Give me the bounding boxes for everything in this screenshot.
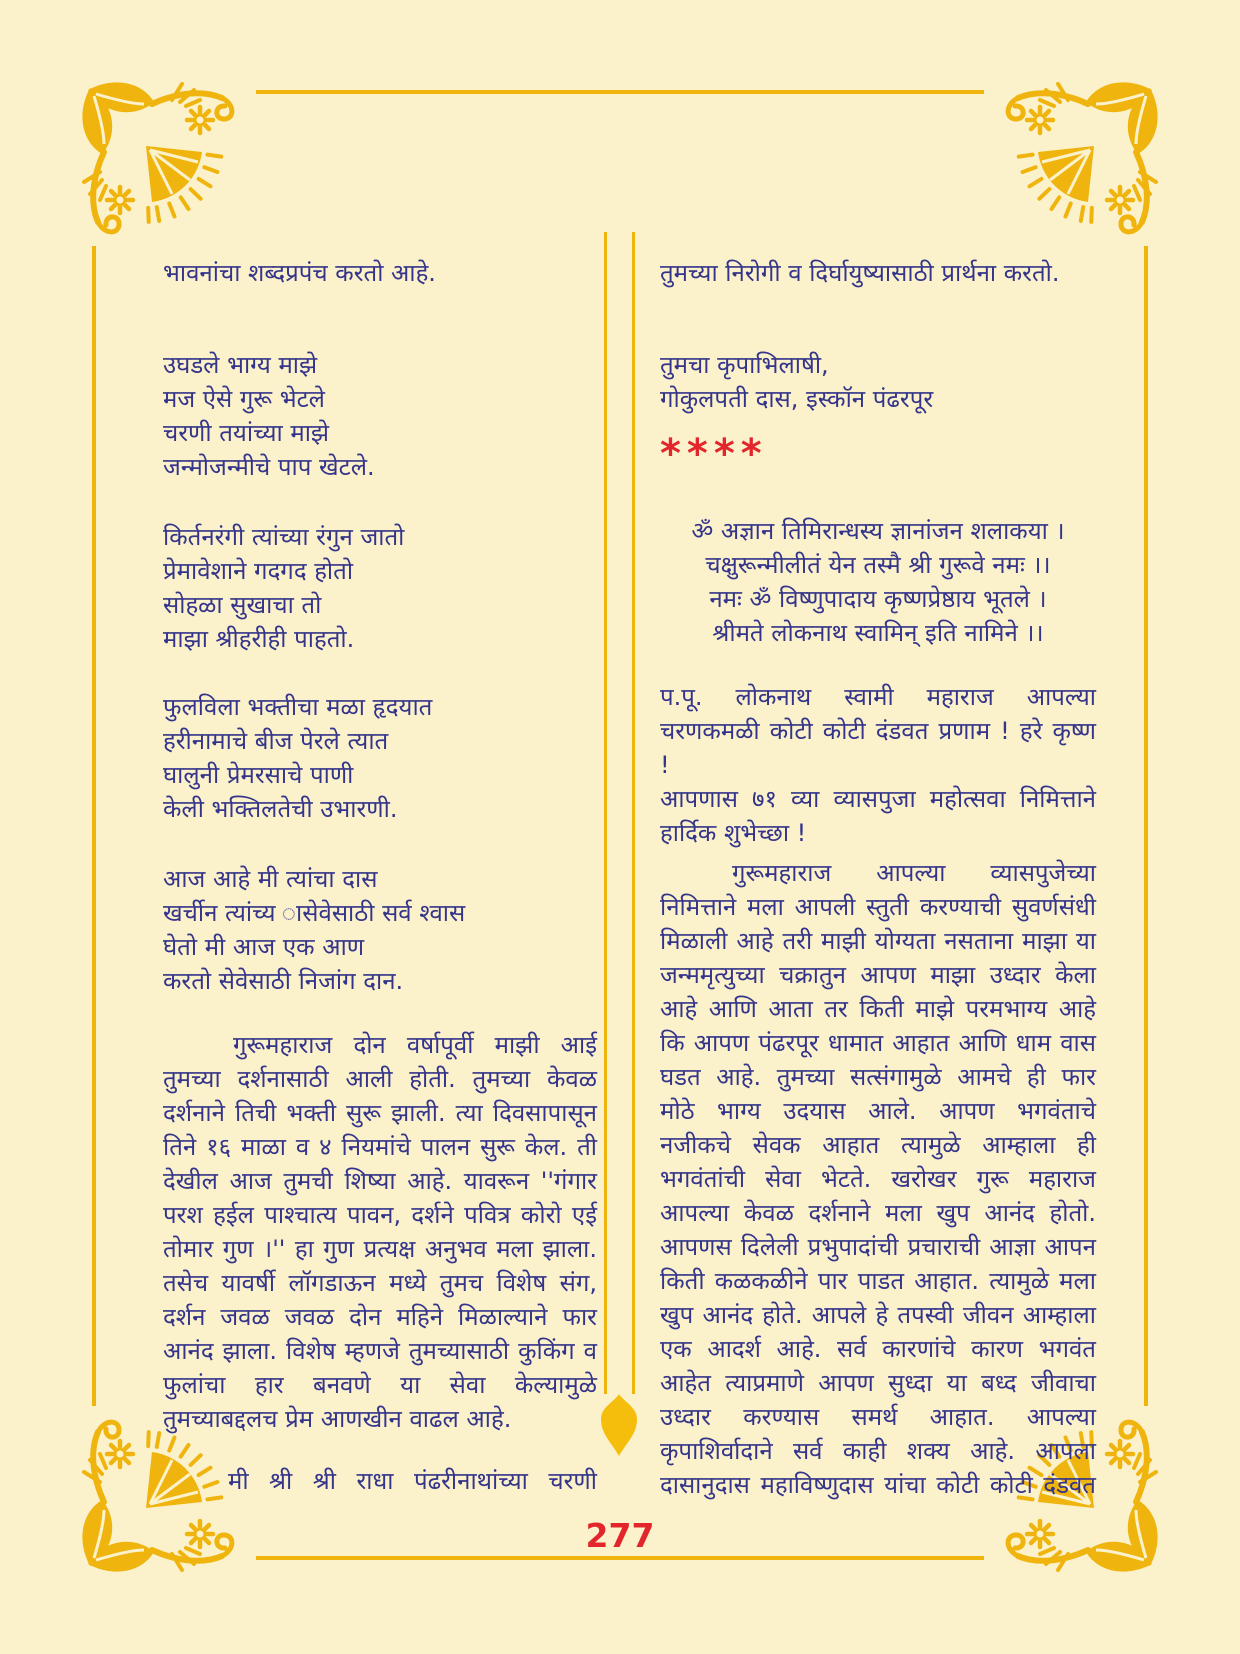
text-line: देखील आज तुमची शिष्या आहे. यावरून ''गंगार xyxy=(163,1167,597,1195)
text-line: दर्शनाने तिची भक्ती सुरू झाली. त्या दिवसापासून xyxy=(163,1099,597,1127)
letter-paragraph xyxy=(660,856,1096,1502)
text-line: आपल्या केवळ दर्शनाने मला खुप आनंद होतो. xyxy=(660,1199,1096,1227)
text-line: तसेच यावर्षी लॉगडाऊन मध्ये तुमच विशेष संग, xyxy=(163,1269,597,1297)
text-line: किती कळकळीने पार पाडत आहात. त्यामुळे मला xyxy=(660,1267,1096,1295)
right-text-column xyxy=(660,256,1096,1502)
salutation-paragraph xyxy=(660,680,1096,850)
text-line: प.पू. लोकनाथ स्वामी महाराज आपल्या xyxy=(660,683,1096,711)
text-line: आपणस दिलेली प्रभुपादांची प्रचाराची आज्ञा आपन xyxy=(660,1233,1096,1261)
signature-block xyxy=(660,348,1096,416)
text-line: कृपाशिर्वादाने सर्व काही शक्य आहे. आपला xyxy=(660,1437,1096,1465)
text-line: जन्ममृत्युच्या चक्रातुन आपण माझा उध्दार केला xyxy=(660,961,1096,989)
letter-paragraph xyxy=(163,1028,597,1436)
text-line: घेतो मी आज एक आण xyxy=(163,933,365,961)
text-line: तुमचा कृपाभिलाषी, xyxy=(660,351,829,379)
frame-border-left xyxy=(92,246,96,1406)
text-line: किर्तनरंगी त्यांच्या रंगुन जातो xyxy=(163,523,405,551)
frame-border-bottom xyxy=(256,1556,984,1560)
text-line: हार्दिक शुभेच्छा ! xyxy=(660,819,807,847)
drop-finial-icon xyxy=(597,1392,641,1458)
closing-line xyxy=(163,1464,597,1498)
text-line: मिळाली आहे तरी माझी योग्यता नसताना माझा या xyxy=(660,927,1096,955)
text-line: तुमच्याबद्दलच प्रेम आणखीन वाढल आहे. xyxy=(163,1405,512,1433)
frame-border-top xyxy=(256,90,984,94)
poem-stanza-1 xyxy=(163,348,597,484)
text-line: गुरूमहाराज दोन वर्षापूर्वी माझी आई xyxy=(233,1031,597,1059)
text-line: श्रीमते लोकनाथ स्वामिन् इति नामिने ।। xyxy=(712,619,1044,647)
text-line: माझा श्रीहरीही पाहतो. xyxy=(163,625,355,653)
text-line: फुलांचा हार बनवणे या सेवा केल्यामुळे xyxy=(163,1371,597,1399)
text-line: आहे आणि आता तर किती माझे परमभाग्य आहे xyxy=(660,995,1096,1023)
page-number: 277 xyxy=(585,1516,655,1555)
text-line: आनंद झाला. विशेष म्हणजे तुमच्यासाठी कुकिंग व xyxy=(163,1337,597,1365)
text-line: निमित्ताने मला आपली स्तुती करण्याची सुवर्णसंधी xyxy=(660,893,1096,921)
text-line: केली भक्तिलतेची उभारणी. xyxy=(163,795,398,823)
text-line: करतो सेवेसाठी निजांग दान. xyxy=(163,967,404,995)
text-line: भावनांचा शब्दप्रपंच करतो आहे. xyxy=(163,259,436,287)
text-line: चक्षुरून्मीलीतं येन तस्मै श्री गुरूवे नमः ।। xyxy=(705,551,1051,579)
text-line: ॐ अज्ञान तिमिरान्धस्य ज्ञानांजन शलाकया । xyxy=(691,517,1065,545)
text-line: मोठे भाग्य उदयास आले. आपण भगवंताचे xyxy=(660,1097,1096,1125)
text-line: उघडले भाग्य माझे xyxy=(163,351,318,379)
text-line: आज आहे मी त्यांचा दास xyxy=(163,865,378,893)
text-line: तुमच्या दर्शनासाठी आली होती. तुमच्या केवळ xyxy=(163,1065,597,1093)
section-separator: **** xyxy=(660,431,768,477)
poem-stanza-2 xyxy=(163,520,597,656)
left-text-column xyxy=(163,256,597,1498)
prayer-line xyxy=(660,256,1096,290)
text-line: तिने १६ माळा व ४ नियमांचे पालन सुरू केल. ती xyxy=(163,1133,597,1161)
text-line: उध्दार करण्यास समर्थ आहात. आपल्या xyxy=(660,1403,1096,1431)
text-line: तुमच्या निरोगी व दिर्घायुष्यासाठी प्रार्थना करतो. xyxy=(660,259,1060,287)
text-line: परश हईल पाश्चात्य पावन, दर्शने पवित्र कोरो एई xyxy=(163,1201,597,1229)
text-line: खर्चीन त्यांच्य ासेवेसाठी सर्व श्वास xyxy=(163,899,466,927)
column-divider-line xyxy=(632,232,635,1394)
text-line: नमः ॐ विष्णुपादाय कृष्णप्रेष्ठाय भूतले । xyxy=(709,585,1047,613)
text-line: आपणास ७१ व्या व्यासपुजा महोत्सवा निमित्ताने xyxy=(660,785,1096,813)
text-line: घडत आहे. तुमच्या सत्संगामुळे आमचे ही फार xyxy=(660,1063,1096,1091)
text-line: मी श्री श्री राधा पंढरीनाथांच्या चरणी xyxy=(228,1467,597,1495)
text-line: घालुनी प्रेमरसाचे पाणी xyxy=(163,761,354,789)
text-line: कि आपण पंढरपूर धामात आहात आणि धाम वास xyxy=(660,1029,1096,1057)
frame-border-right xyxy=(1144,246,1148,1406)
text-line: गुरूमहाराज आपल्या व्यासपुजेच्या xyxy=(732,859,1096,887)
sanskrit-shloka xyxy=(660,514,1096,650)
text-line: प्रेमावेशाने गदगद होतो xyxy=(163,557,354,585)
text-line: दर्शन जवळ जवळ दोन महिने मिळाल्याने फार xyxy=(163,1303,597,1331)
text-line: आहेत त्याप्रमाणे आपण सुध्दा या बध्द जीवाचा xyxy=(660,1369,1096,1397)
text-line: मज ऐसे गुरू भेटले xyxy=(163,385,325,413)
text-line: हरीनामाचे बीज पेरले त्यात xyxy=(163,727,389,755)
text-line: सोहळा सुखाचा तो xyxy=(163,591,322,619)
corner-ornament-icon xyxy=(76,76,256,256)
intro-line xyxy=(163,256,597,290)
text-line: जन्मोजन्मीचे पाप खेटले. xyxy=(163,453,375,481)
text-line: ! xyxy=(660,751,670,779)
text-line: गोकुलपती दास, इस्कॉन पंढरपूर xyxy=(660,385,934,413)
column-divider-line xyxy=(604,232,607,1394)
text-line: भगवंतांची सेवा भेटते. खरोखर गुरू महाराज xyxy=(660,1165,1096,1193)
poem-stanza-4 xyxy=(163,862,597,998)
poem-stanza-3 xyxy=(163,690,597,826)
text-line: नजीकचे सेवक आहात त्यामुळे आम्हाला ही xyxy=(660,1131,1096,1159)
corner-ornament-icon xyxy=(984,76,1164,256)
text-line: तोमार गुण ।'' हा गुण प्रत्यक्ष अनुभव मला झाला. xyxy=(163,1235,597,1263)
text-line: फुलविला भक्तीचा मळा हृदयात xyxy=(163,693,433,721)
text-line: चरणी तयांच्या माझे xyxy=(163,419,330,447)
text-line: एक आदर्श आहे. सर्व कारणांचे कारण भगवंत xyxy=(660,1335,1096,1363)
text-line: चरणकमळी कोटी कोटी दंडवत प्रणाम ! हरे कृष्ण xyxy=(660,717,1096,745)
text-line: दासानुदास महाविष्णुदास यांचा कोटी कोटी दंडवत xyxy=(660,1471,1096,1499)
text-line: खुप आनंद होते. आपले हे तपस्वी जीवन आम्हाला xyxy=(660,1301,1096,1329)
